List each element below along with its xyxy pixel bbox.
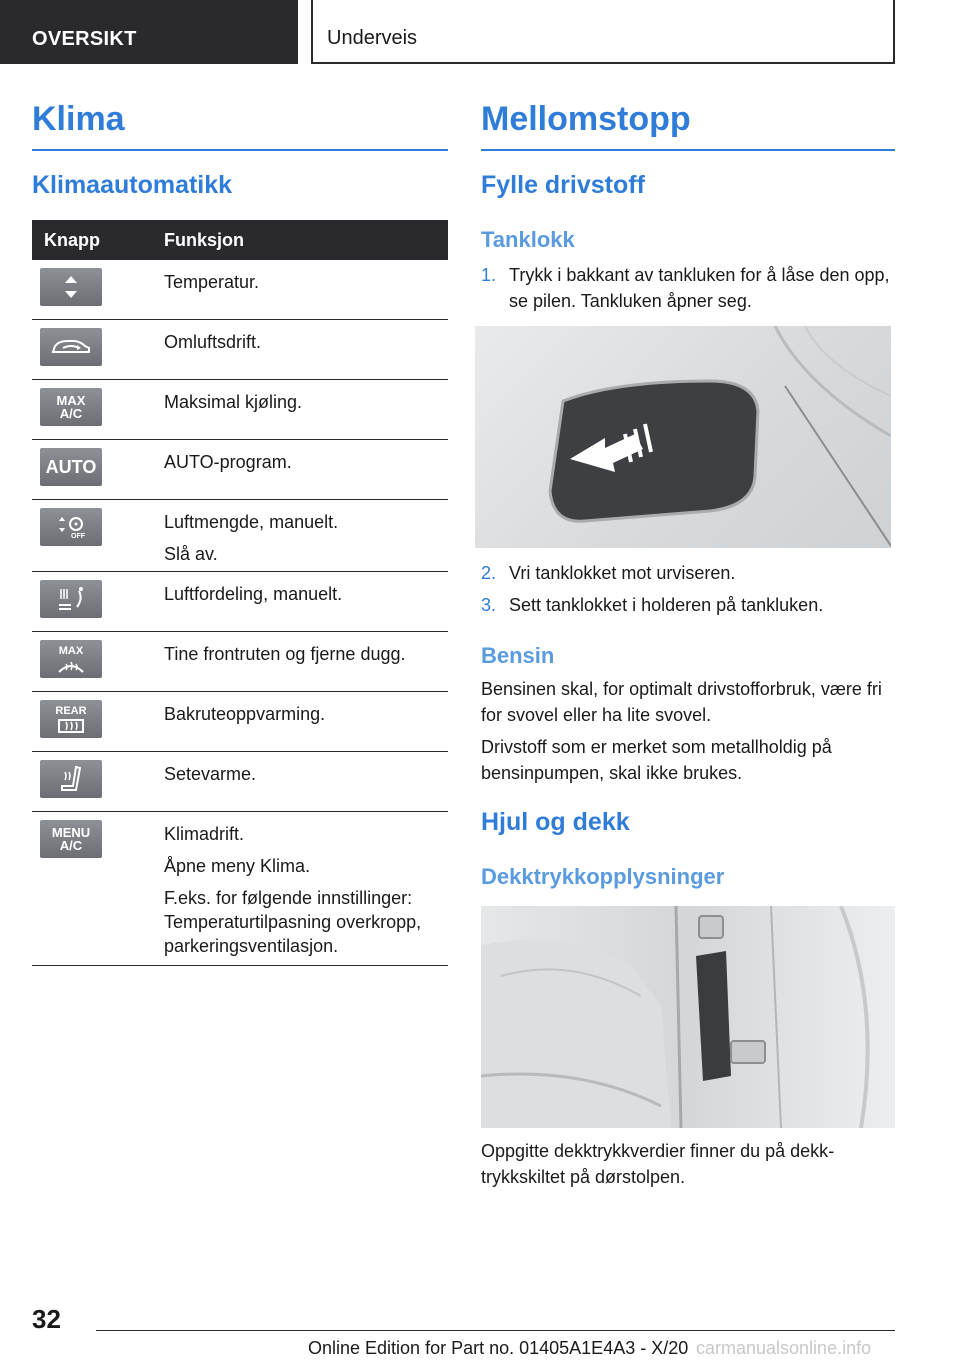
table-row	[32, 632, 448, 692]
air-distribution-icon	[40, 580, 102, 618]
icon-label: REAR	[55, 704, 87, 717]
petrol-paragraph: Bensinen skal, for optimalt drivstofforbruk, være fri for svovel eller ha lite svovel.	[481, 679, 882, 725]
tire-pressure-paragraph: Oppgitte dekktrykkverdier finner du på dekktrykkskiltet på dørstolpen.	[481, 1141, 835, 1187]
auto-icon: AUTO	[40, 448, 102, 486]
svg-text:OFF: OFF	[71, 533, 85, 540]
max-defrost-icon	[40, 640, 102, 678]
footer-divider	[96, 1330, 895, 1331]
step-text: Vri tanklokket mot urviseren.	[509, 563, 736, 583]
tab-overview[interactable]: OVERSIKT	[0, 0, 298, 64]
page-number: 32	[32, 1304, 61, 1334]
step-text: Trykk i bakkant av tankluken for å låse den opp, se pilen. Tankluken åpner seg.	[509, 265, 890, 311]
step-text: Sett tanklokket i holderen på tankluken.	[509, 595, 824, 615]
function-text: Tine frontruten og fjerne dugg.	[164, 644, 406, 664]
table-row	[32, 752, 448, 812]
heading-petrol: Bensin	[481, 643, 555, 668]
fuel-flap-image	[475, 326, 891, 548]
rear-defrost-icon	[40, 700, 102, 738]
list-item	[481, 262, 895, 314]
temperature-arrows-icon	[40, 268, 102, 306]
heading-wheels-tires: Hjul og dekk	[481, 808, 630, 836]
seat-heating-icon	[40, 760, 102, 798]
function-text: F.eks. for følgende innstillinger: Temperaturtilpasning overkropp, parkeringsventilasjon.	[164, 888, 422, 956]
table-row	[32, 380, 448, 440]
function-text: Temperatur.	[164, 272, 260, 292]
table-row	[32, 572, 448, 632]
table-header	[32, 220, 448, 260]
header-button: Knapp	[44, 230, 100, 250]
table-row	[32, 440, 448, 500]
menu-ac-icon: MENU A/C	[40, 820, 102, 858]
function-text: AUTO-program.	[164, 452, 292, 472]
function-text: Setevarme.	[164, 764, 257, 784]
header-function: Funksjon	[164, 230, 244, 250]
subheading-climate-automatic: Klimaautomatikk	[32, 171, 233, 199]
table-row	[32, 692, 448, 752]
subheading-fuel-cap: Tanklokk	[481, 227, 575, 252]
list-item	[481, 592, 895, 618]
list-item	[481, 560, 895, 586]
step-number: 3.	[481, 595, 497, 615]
function-text: Bakruteoppvarming.	[164, 704, 326, 724]
table-row	[32, 812, 448, 966]
function-text: Omluftsdrift.	[164, 332, 262, 352]
petrol-paragraph: Drivstoff som er merket som metallholdig på bensinpumpen, skal ikke brukes.	[481, 737, 832, 783]
function-text: Luftfordeling, manuelt.	[164, 584, 343, 604]
function-text: Klimadrift.	[164, 824, 245, 844]
watermark-text: carmanualsonline.info	[696, 1338, 872, 1358]
heading-refuel: Fylle drivstoff	[481, 171, 645, 199]
fan-off-icon	[40, 508, 102, 546]
function-text: Luftmengde, manuelt.	[164, 512, 339, 532]
tire-pressure-label-image	[481, 906, 895, 1128]
function-text: Maksimal kjøling.	[164, 392, 303, 412]
max-ac-icon: MAX A/C	[40, 388, 102, 426]
climate-button-table	[32, 220, 448, 966]
function-text: Slå av.	[164, 544, 218, 564]
step-number: 1.	[481, 265, 497, 285]
recirculation-car-icon	[40, 328, 102, 366]
function-text: Åpne meny Klima.	[164, 856, 311, 876]
section-title-stop: Mellomstopp	[481, 100, 895, 151]
tab-underway[interactable]: Underveis	[311, 0, 895, 64]
table-row	[32, 320, 448, 380]
table-row	[32, 260, 448, 320]
table-row	[32, 500, 448, 572]
subheading-tire-pressure: Dekktrykkopplysninger	[481, 864, 725, 889]
step-number: 2.	[481, 563, 497, 583]
section-title-climate: Klima	[32, 100, 448, 151]
edition-text: Online Edition for Part no. 01405A1E4A3 - X/20	[308, 1338, 689, 1358]
icon-label: MAX	[58, 644, 84, 657]
